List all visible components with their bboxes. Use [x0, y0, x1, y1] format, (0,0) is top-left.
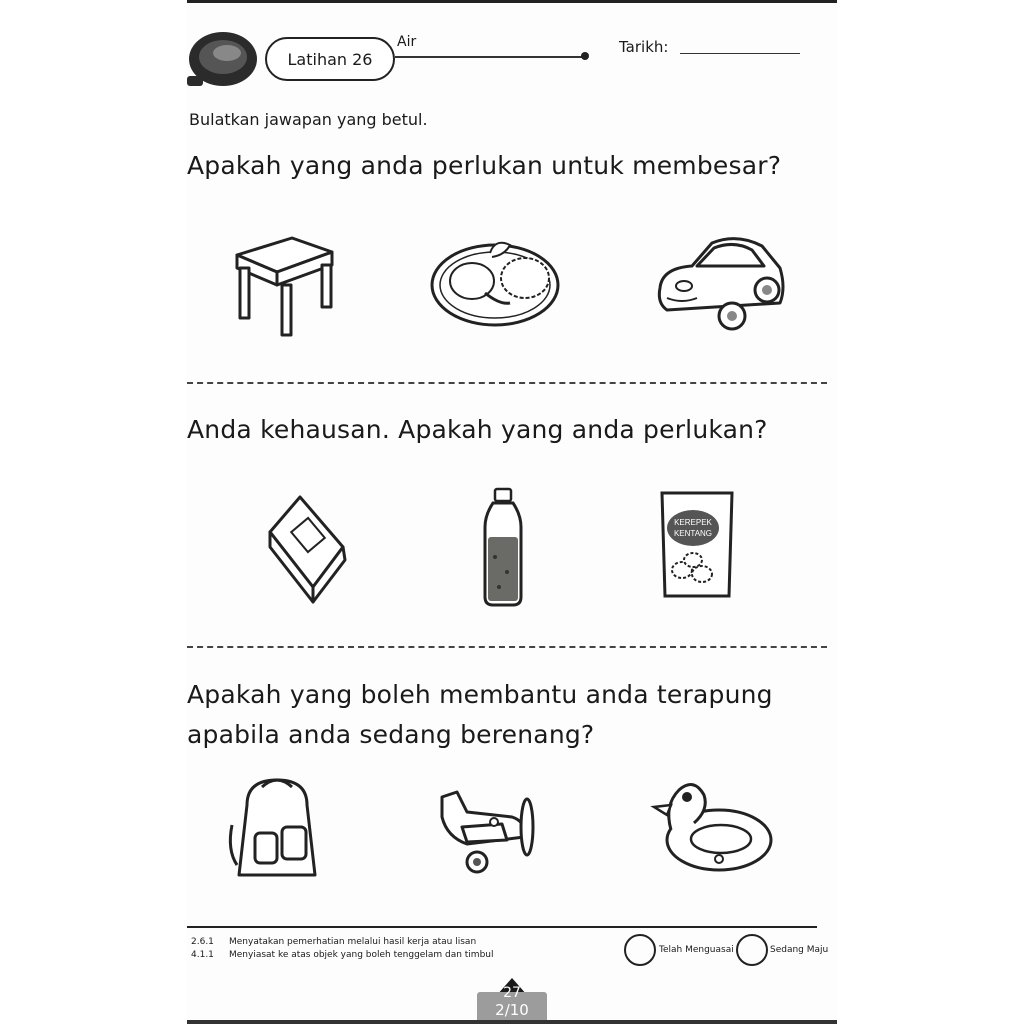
topic-line-dot	[581, 52, 589, 60]
question-1: Apakah yang anda perlukan untuk membesar?	[187, 151, 782, 180]
exercise-badge	[265, 37, 395, 81]
question-2: Anda kehausan. Apakah yang anda perlukan?	[187, 415, 768, 444]
chips-label-line2: KENTANG	[673, 529, 713, 538]
chips-label-line1: KEREPEK	[674, 518, 712, 527]
food-plate-icon[interactable]	[430, 233, 565, 328]
progress-label: Sedang Maju	[770, 945, 829, 955]
exercise-label: Latihan 26	[287, 49, 373, 69]
standard-code-2: 4.1.1	[191, 950, 214, 960]
page-indicator	[477, 976, 547, 1024]
question-3-line1: Apakah yang boleh membantu anda terapung	[187, 680, 773, 709]
mastered-label: Telah Menguasai	[659, 945, 734, 955]
instruction-text: Bulatkan jawapan yang betul.	[189, 110, 428, 129]
section-divider-1	[187, 382, 827, 384]
page-top-edge	[187, 0, 837, 3]
worksheet-page	[187, 0, 837, 1024]
section-divider-2	[187, 646, 827, 648]
question-3-line2: apabila anda sedang berenang?	[187, 720, 595, 749]
viewer-counter: 2/10	[495, 1001, 529, 1019]
date-label: Tarikh:	[619, 38, 669, 56]
mastered-checkbox[interactable]	[624, 934, 656, 966]
date-field[interactable]	[680, 53, 800, 54]
toy-car-icon[interactable]	[652, 228, 787, 338]
page-number: 27	[503, 985, 521, 1001]
progress-checkbox[interactable]	[736, 934, 768, 966]
standard-text-2: Menyiasat ke atas objek yang boleh tenggelam dan timbul	[229, 950, 494, 960]
duck-float-icon[interactable]	[649, 775, 774, 875]
topic-label: Air	[397, 34, 417, 50]
chips-bag-icon[interactable]	[657, 488, 737, 603]
book-icon[interactable]	[265, 492, 350, 607]
stopwatch-icon	[187, 24, 257, 94]
backpack-icon[interactable]	[227, 775, 327, 885]
standard-text-1: Menyatakan pemerhatian melalui hasil kerja atau lisan	[229, 937, 477, 947]
toy-plane-icon[interactable]	[432, 782, 537, 877]
table-icon[interactable]	[232, 230, 342, 340]
water-bottle-icon[interactable]	[483, 487, 523, 609]
page-bottom-edge	[187, 1020, 837, 1024]
footer-rule	[187, 926, 817, 928]
left-margin	[0, 0, 187, 1024]
topic-underline	[395, 56, 585, 58]
question-3	[187, 675, 827, 755]
standard-code-1: 2.6.1	[191, 937, 214, 947]
